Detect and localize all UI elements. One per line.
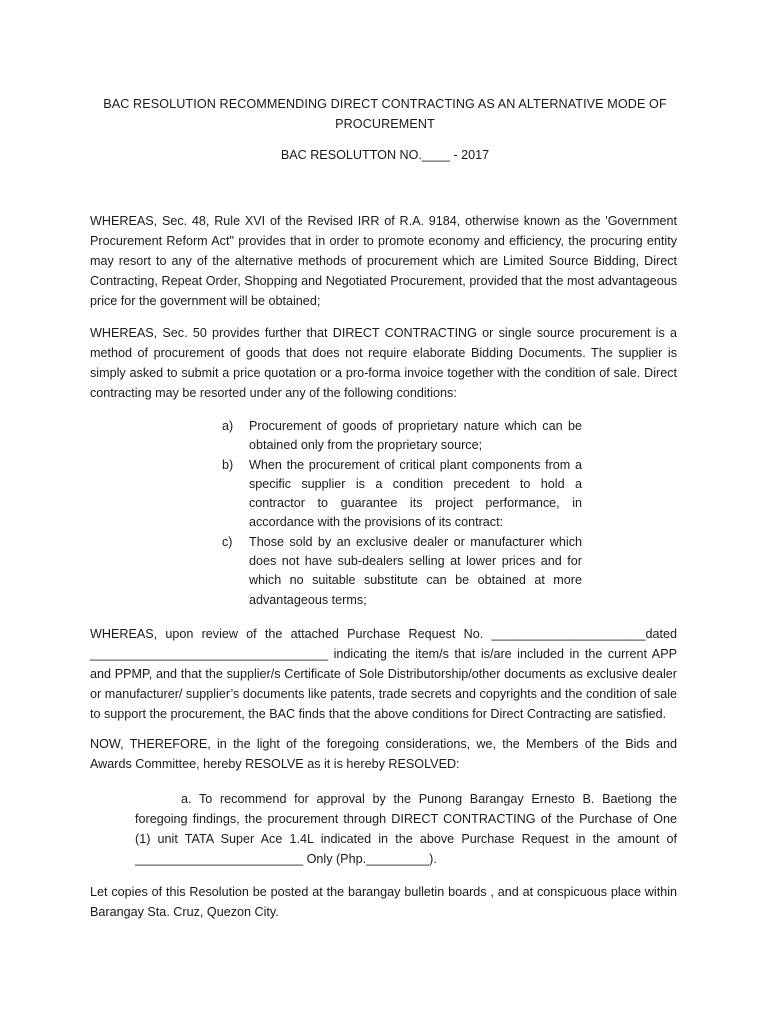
list-marker: b) [222,457,234,472]
closing-paragraph: Let copies of this Resolution be posted at the barangay bulletin boards , and at conspicuous place within Barangay Sta. Cruz, Quezon City. [90,885,677,919]
title-line-2: PROCUREMENT [335,117,435,131]
list-marker: c) [222,534,233,549]
list-item-text: Those sold by an exclusive dealer or manufacturer which does not have sub-dealers selling at lower prices and for which no suitable substitute can be obtained at more advantageous terms; [249,534,582,607]
resolution-number: BAC RESOLUTTON NO.____ - 2017 [280,148,490,162]
resolution-item-a [135,789,677,869]
title-line-1: BAC RESOLUTION RECOMMENDING DIRECT CONTRACTING AS AN ALTERNATIVE MODE OF [103,97,667,111]
whereas-paragraph-1: WHEREAS, Sec. 48, Rule XVI of the Revised IRR of R.A. 9184, otherwise known as the 'Government Procurement Reform Act" provides that in order to promote economy and efficiency, the procuring entity may resort to any of the alternative methods of procurement which are Limited Source Bidding, Direct Contracting, Repeat Order, Shopping and Negotiated Procurement, provided that the most advantageous price for the government will be obtained; [90,214,677,308]
document-title [90,94,680,134]
list-item [222,417,582,456]
resolution-item-a-text: a. To recommend for approval by the Punong Barangay Ernesto B. Baetiong the foregoing findings, the procurement through DIRECT CONTRACTING of the Purchase of One (1) unit TATA Super Ace 1.4L indicated in the above Purchase Request in the amount of ________________________ Only (Php._________). [135,792,677,866]
list-item [222,456,582,533]
list-item-text: When the procurement of critical plant components from a specific supplier is a condition precedent to hold a contractor to guarantee its project performance, in accordance with the provisions of its contract: [249,457,582,530]
list-marker: a) [222,419,234,433]
whereas-paragraph-3: WHEREAS, upon review of the attached Purchase Request No. ______________________dated __________________________________ indicating the item/s that is/are included in the current APP and PPMP, and that the supplier/s Certificate of Sole Distributorship/other documents as exclusive dealer or manufacturer/ supplier’s documents like patents, trade secrets and copyrights and the condition of sale to support the procurement, the BAC finds that the above conditions for Direct Contracting are satisfied. [90,627,677,721]
conditions-list [222,417,582,610]
list-item [222,533,582,610]
list-item-text: Procurement of goods of proprietary nature which can be obtained only from the proprietary source; [249,419,582,453]
now-therefore-paragraph: NOW, THEREFORE, in the light of the foregoing considerations, we, the Members of the Bids and Awards Committee, hereby RESOLVE as it is hereby RESOLVED: [90,737,677,771]
whereas-paragraph-2: WHEREAS, Sec. 50 provides further that DIRECT CONTRACTING or single source procurement is a method of procurement of goods that does not require elaborate Bidding Documents. The supplier is simply asked to submit a price quotation or a pro-forma invoice together with the condition of sale. Direct contracting may be resorted under any of the following conditions: [90,326,677,400]
